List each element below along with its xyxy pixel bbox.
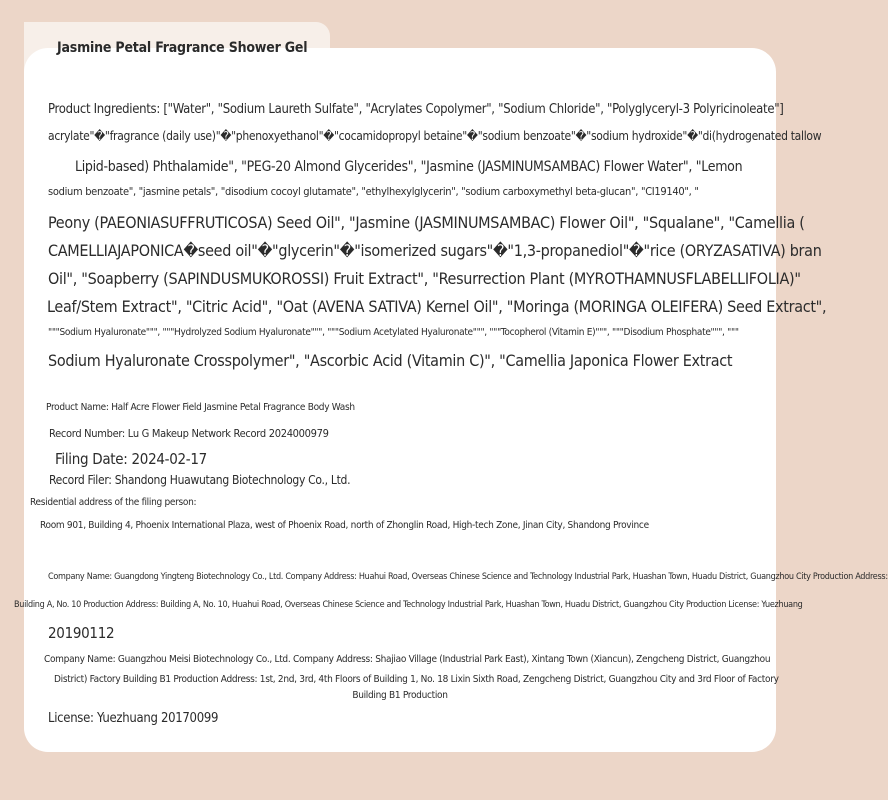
record-filer: Record Filer: Shandong Huawutang Biotechnology Co., Ltd. (49, 473, 351, 487)
company1-line: Building A, No. 10 Production Address: Building A, No. 10, Huahui Road, Overseas Chinese Science and Technology Industrial Park, Huashan Town, Huadu District, Guangzhou City Production License: Yuezhuang (14, 600, 803, 610)
ingredients-line: Leaf/Stem Extract", "Citric Acid", "Oat (AVENA SATIVA) Kernel Oil", "Moringa (MORINGA OLEIFERA) Seed Extract", (47, 297, 827, 316)
filing-date: Filing Date: 2024-02-17 (55, 450, 207, 468)
record-number: Record Number: Lu G Makeup Network Record 2024000979 (49, 427, 329, 440)
ingredients-line: sodium benzoate", "jasmine petals", "disodium cocoyl glutamate", "ethylhexylglycerin", "sodium carboxymethyl beta-glucan", "CI19140", " (48, 185, 699, 198)
ingredients-line: """Sodium Hyaluronate""", """Hydrolyzed Sodium Hyaluronate""", """Sodium Acetylated Hyaluronate""", """Tocopherol (Vitamin E)""", """Disodium Phosphate""", """ (48, 327, 739, 338)
ingredients-line: Product Ingredients: ["Water", "Sodium Laureth Sulfate", "Acrylates Copolymer", "Sodium Chloride", "Polyglyceryl-3 Polyricinoleate"] (48, 102, 784, 117)
filer-address: Room 901, Building 4, Phoenix International Plaza, west of Phoenix Road, north of Zhonglin Road, High-tech Zone, Jinan City, Shandong Province (40, 520, 649, 531)
company2-line: Building B1 Production (352, 690, 448, 701)
company1-license: 20190112 (48, 624, 115, 642)
content-card (24, 48, 827, 752)
address-label: Residential address of the filing person: (30, 497, 197, 508)
company2-line: District) Factory Building B1 Production Address: 1st, 2nd, 3rd, 4th Floors of Building 1, No. 18 Lixin Sixth Road, Zengcheng District, Guangzhou City and 3rd Floor of Factory (54, 674, 779, 685)
company2-license: License: Yuezhuang 20170099 (48, 711, 219, 726)
company1-line: Company Name: Guangdong Yingteng Biotechnology Co., Ltd. Company Address: Huahui Road, Overseas Chinese Science and Technology Industrial Park, Huashan Town, Huadu District, Guangzhou City Production Address: (48, 572, 888, 582)
product-name: Product Name: Half Acre Flower Field Jasmine Petal Fragrance Body Wash (46, 402, 355, 413)
ingredients-line: CAMELLIAJAPONICA�seed oil"�"glycerin"�"isomerized sugars"�"1,3-propanediol"�"rice (ORYZASATIVA) bran (48, 241, 822, 260)
ingredients-line: acrylate"�"fragrance (daily use)"�"phenoxyethanol"�"cocamidopropyl betaine"�"sodium benzoate"�"sodium hydroxide"�"di(hydrogenated tallow (48, 129, 822, 143)
ingredients-line: Sodium Hyaluronate Crosspolymer", "Ascorbic Acid (Vitamin C)", "Camellia Japonica Flower Extract (48, 351, 733, 370)
ingredients-line: Lipid-based) Phthalamide", "PEG-20 Almond Glycerides", "Jasmine (JASMINUMSAMBAC) Flower Water", "Lemon (75, 159, 743, 175)
ingredients-line: Peony (PAEONIASUFFRUTICOSA) Seed Oil", "Jasmine (JASMINUMSAMBAC) Flower Oil", "Squalane", "Camellia ( (48, 213, 805, 232)
company2-line: Company Name: Guangzhou Meisi Biotechnology Co., Ltd. Company Address: Shajiao Village (Industrial Park East), Xintang Town (Xiancun), Zengcheng District, Guangzhou (44, 654, 771, 665)
page-title: Jasmine Petal Fragrance Shower Gel (57, 40, 308, 56)
ingredients-line: Oil", "Soapberry (SAPINDUSMUKOROSSI) Fruit Extract", "Resurrection Plant (MYROTHAMNUSFLABELLIFOLIA)" (48, 269, 801, 288)
